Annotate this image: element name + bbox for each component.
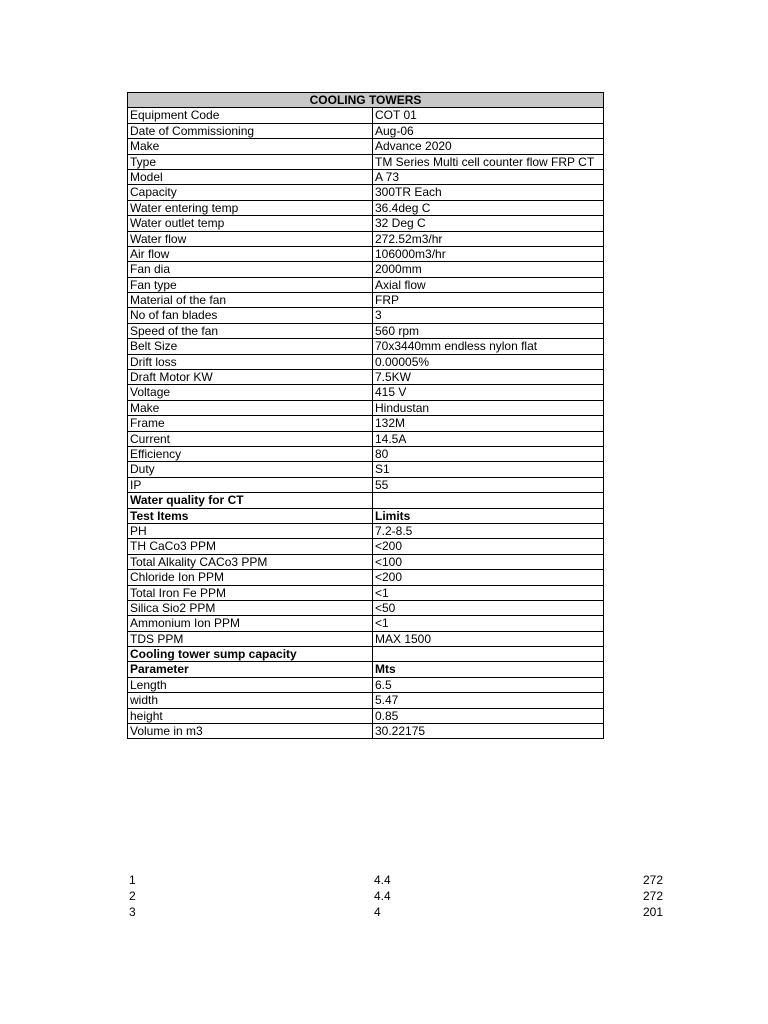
row-label: height — [128, 708, 373, 723]
footer-cell: 201 — [642, 905, 663, 919]
table-title: COOLING TOWERS — [128, 93, 604, 108]
row-label: Equipment Code — [128, 108, 373, 123]
row-value — [373, 647, 604, 662]
row-value: Hindustan — [373, 400, 604, 415]
row-label: Speed of the fan — [128, 323, 373, 338]
footer-cell: 4.4 — [374, 889, 391, 903]
row-label: Make — [128, 400, 373, 415]
row-label: PH — [128, 523, 373, 538]
table-row — [128, 554, 604, 569]
row-value: TM Series Multi cell counter flow FRP CT — [373, 154, 604, 169]
table-row — [128, 262, 604, 277]
footer-cell: 272 — [642, 873, 663, 887]
row-label: Cooling tower sump capacity — [128, 647, 373, 662]
row-value: A 73 — [373, 169, 604, 184]
table-row — [128, 724, 604, 739]
row-label: Fan type — [128, 277, 373, 292]
table-row — [128, 631, 604, 646]
row-value: 36.4deg C — [373, 200, 604, 215]
table-row — [128, 139, 604, 154]
row-value: Axial flow — [373, 277, 604, 292]
table-row — [128, 693, 604, 708]
row-label: Chloride Ion PPM — [128, 570, 373, 585]
row-label: Belt Size — [128, 339, 373, 354]
row-label: IP — [128, 477, 373, 492]
table-row — [128, 123, 604, 138]
table-row — [128, 339, 604, 354]
row-label: Ammonium Ion PPM — [128, 616, 373, 631]
row-label: Type — [128, 154, 373, 169]
row-value: 80 — [373, 446, 604, 461]
table-row — [128, 508, 604, 523]
table-body — [128, 108, 604, 739]
row-value: <1 — [373, 585, 604, 600]
row-value: COT 01 — [373, 108, 604, 123]
row-value: 32 Deg C — [373, 216, 604, 231]
table-row — [128, 585, 604, 600]
row-value: 272.52m3/hr — [373, 231, 604, 246]
table-row — [128, 169, 604, 184]
row-label: TH CaCo3 PPM — [128, 539, 373, 554]
table-header-row — [128, 93, 604, 108]
row-value: 560 rpm — [373, 323, 604, 338]
row-label: Parameter — [128, 662, 373, 677]
table-row — [128, 462, 604, 477]
table-row — [128, 354, 604, 369]
table-row — [128, 477, 604, 492]
table-row — [128, 185, 604, 200]
row-value: 132M — [373, 416, 604, 431]
row-value: <50 — [373, 600, 604, 615]
footer-cell: 4 — [374, 905, 381, 919]
row-value: 3 — [373, 308, 604, 323]
table-row — [128, 600, 604, 615]
table-row — [128, 154, 604, 169]
row-value: 7.5KW — [373, 370, 604, 385]
table-row — [128, 616, 604, 631]
row-label: width — [128, 693, 373, 708]
row-value: 5.47 — [373, 693, 604, 708]
table-row — [128, 416, 604, 431]
table-row — [128, 647, 604, 662]
row-label: Date of Commissioning — [128, 123, 373, 138]
row-label: Material of the fan — [128, 293, 373, 308]
row-label: TDS PPM — [128, 631, 373, 646]
row-value: MAX 1500 — [373, 631, 604, 646]
table-row — [128, 708, 604, 723]
table-row — [128, 216, 604, 231]
table-row — [128, 370, 604, 385]
row-value: 300TR Each — [373, 185, 604, 200]
row-value: 7.2-8.5 — [373, 523, 604, 538]
row-label: Total Iron Fe PPM — [128, 585, 373, 600]
row-value: Advance 2020 — [373, 139, 604, 154]
row-value: Aug-06 — [373, 123, 604, 138]
table-row — [128, 108, 604, 123]
row-label: Capacity — [128, 185, 373, 200]
row-label: Length — [128, 677, 373, 692]
table-row — [128, 446, 604, 461]
row-label: Voltage — [128, 385, 373, 400]
row-label: Silica Sio2 PPM — [128, 600, 373, 615]
row-value: <1 — [373, 616, 604, 631]
row-label: No of fan blades — [128, 308, 373, 323]
footer-row — [129, 888, 663, 904]
table-row — [128, 570, 604, 585]
row-label: Current — [128, 431, 373, 446]
row-value: 14.5A — [373, 431, 604, 446]
row-value: 55 — [373, 477, 604, 492]
table-row — [128, 308, 604, 323]
row-value: Mts — [373, 662, 604, 677]
table-row — [128, 539, 604, 554]
row-label: Efficiency — [128, 446, 373, 461]
table-row — [128, 323, 604, 338]
footer-row — [129, 872, 663, 888]
row-value: Limits — [373, 508, 604, 523]
row-label: Test Items — [128, 508, 373, 523]
cooling-towers-table — [127, 92, 604, 739]
row-label: Frame — [128, 416, 373, 431]
footer-cell: 1 — [129, 873, 136, 887]
row-label: Water quality for CT — [128, 493, 373, 508]
row-value: 70x3440mm endless nylon flat — [373, 339, 604, 354]
footer-cell: 272 — [642, 889, 663, 903]
row-value: S1 — [373, 462, 604, 477]
footer-cell: 3 — [129, 905, 136, 919]
table-row — [128, 385, 604, 400]
table-row — [128, 200, 604, 215]
row-value: 415 V — [373, 385, 604, 400]
footer-row — [129, 904, 663, 920]
row-value — [373, 493, 604, 508]
row-label: Water entering temp — [128, 200, 373, 215]
row-value: FRP — [373, 293, 604, 308]
row-value: 0.85 — [373, 708, 604, 723]
table-row — [128, 231, 604, 246]
row-label: Volume in m3 — [128, 724, 373, 739]
table-row — [128, 493, 604, 508]
table-row — [128, 246, 604, 261]
row-label: Water outlet temp — [128, 216, 373, 231]
row-value: 6.5 — [373, 677, 604, 692]
row-label: Model — [128, 169, 373, 184]
row-label: Water flow — [128, 231, 373, 246]
row-value: 2000mm — [373, 262, 604, 277]
table-row — [128, 431, 604, 446]
row-label: Drift loss — [128, 354, 373, 369]
row-label: Total Alkality CACo3 PPM — [128, 554, 373, 569]
row-label: Make — [128, 139, 373, 154]
table-row — [128, 662, 604, 677]
table-row — [128, 293, 604, 308]
row-value: <100 — [373, 554, 604, 569]
footer-cell: 2 — [129, 889, 136, 903]
row-value: <200 — [373, 570, 604, 585]
footer-cell: 4.4 — [374, 873, 391, 887]
row-value: 0.00005% — [373, 354, 604, 369]
row-label: Air flow — [128, 246, 373, 261]
row-value: 106000m3/hr — [373, 246, 604, 261]
row-label: Fan dia — [128, 262, 373, 277]
table-row — [128, 277, 604, 292]
table-row — [128, 523, 604, 538]
row-label: Duty — [128, 462, 373, 477]
table-row — [128, 400, 604, 415]
row-value: 30.22175 — [373, 724, 604, 739]
table-row — [128, 677, 604, 692]
row-label: Draft Motor KW — [128, 370, 373, 385]
row-value: <200 — [373, 539, 604, 554]
